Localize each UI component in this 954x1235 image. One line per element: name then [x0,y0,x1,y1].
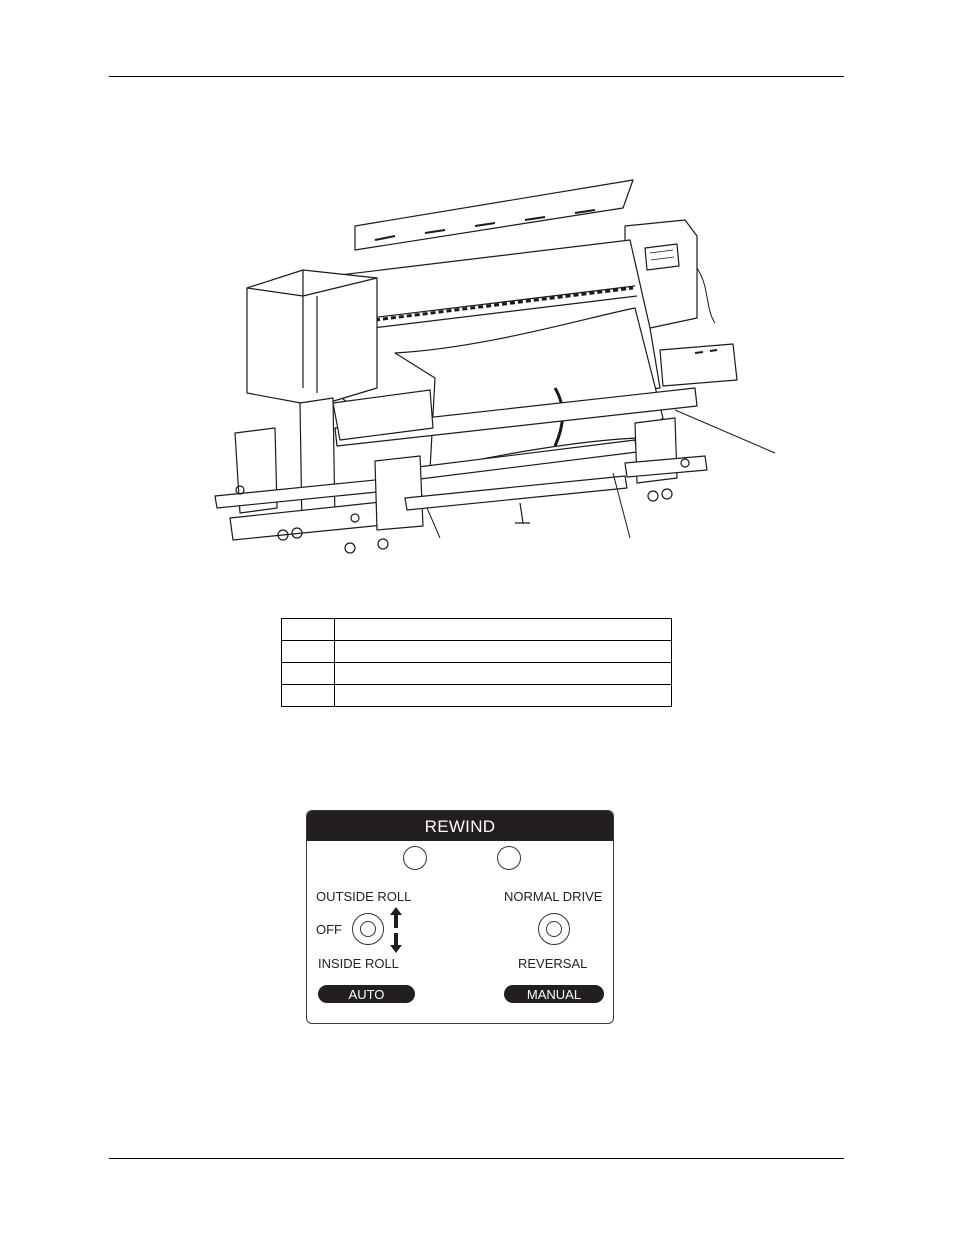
table-cell [282,663,335,685]
table-row [282,685,672,707]
printer-take-up-illustration [205,178,785,563]
panel-title: REWIND [307,811,613,841]
reversal-label: REVERSAL [518,956,588,971]
rewind-control-panel [306,810,614,1024]
auto-mode-label: AUTO [318,985,415,1003]
off-label: OFF [316,922,342,937]
table-cell [335,663,672,685]
inside-roll-label: INSIDE ROLL [318,956,399,971]
table-row [282,663,672,685]
manual-drive-switch-center [546,921,562,937]
table-cell [335,685,672,707]
auto-indicator-lamp [403,846,427,870]
manual-drive-switch[interactable] [538,913,570,945]
outside-roll-label: OUTSIDE ROLL [316,889,412,904]
footer-rule [109,1158,844,1159]
auto-rewind-switch-center [360,921,376,937]
table-cell [282,641,335,663]
table-row [282,641,672,663]
table-row [282,619,672,641]
table-cell [335,619,672,641]
table-cell [335,641,672,663]
header-rule [109,76,844,77]
auto-rewind-switch[interactable] [352,913,384,945]
up-down-arrow-icon [388,906,404,954]
table-cell [282,619,335,641]
reference-table [281,618,672,707]
table-cell [282,685,335,707]
normal-drive-label: NORMAL DRIVE [504,889,603,904]
manual-indicator-lamp [497,846,521,870]
manual-mode-label: MANUAL [504,985,604,1003]
